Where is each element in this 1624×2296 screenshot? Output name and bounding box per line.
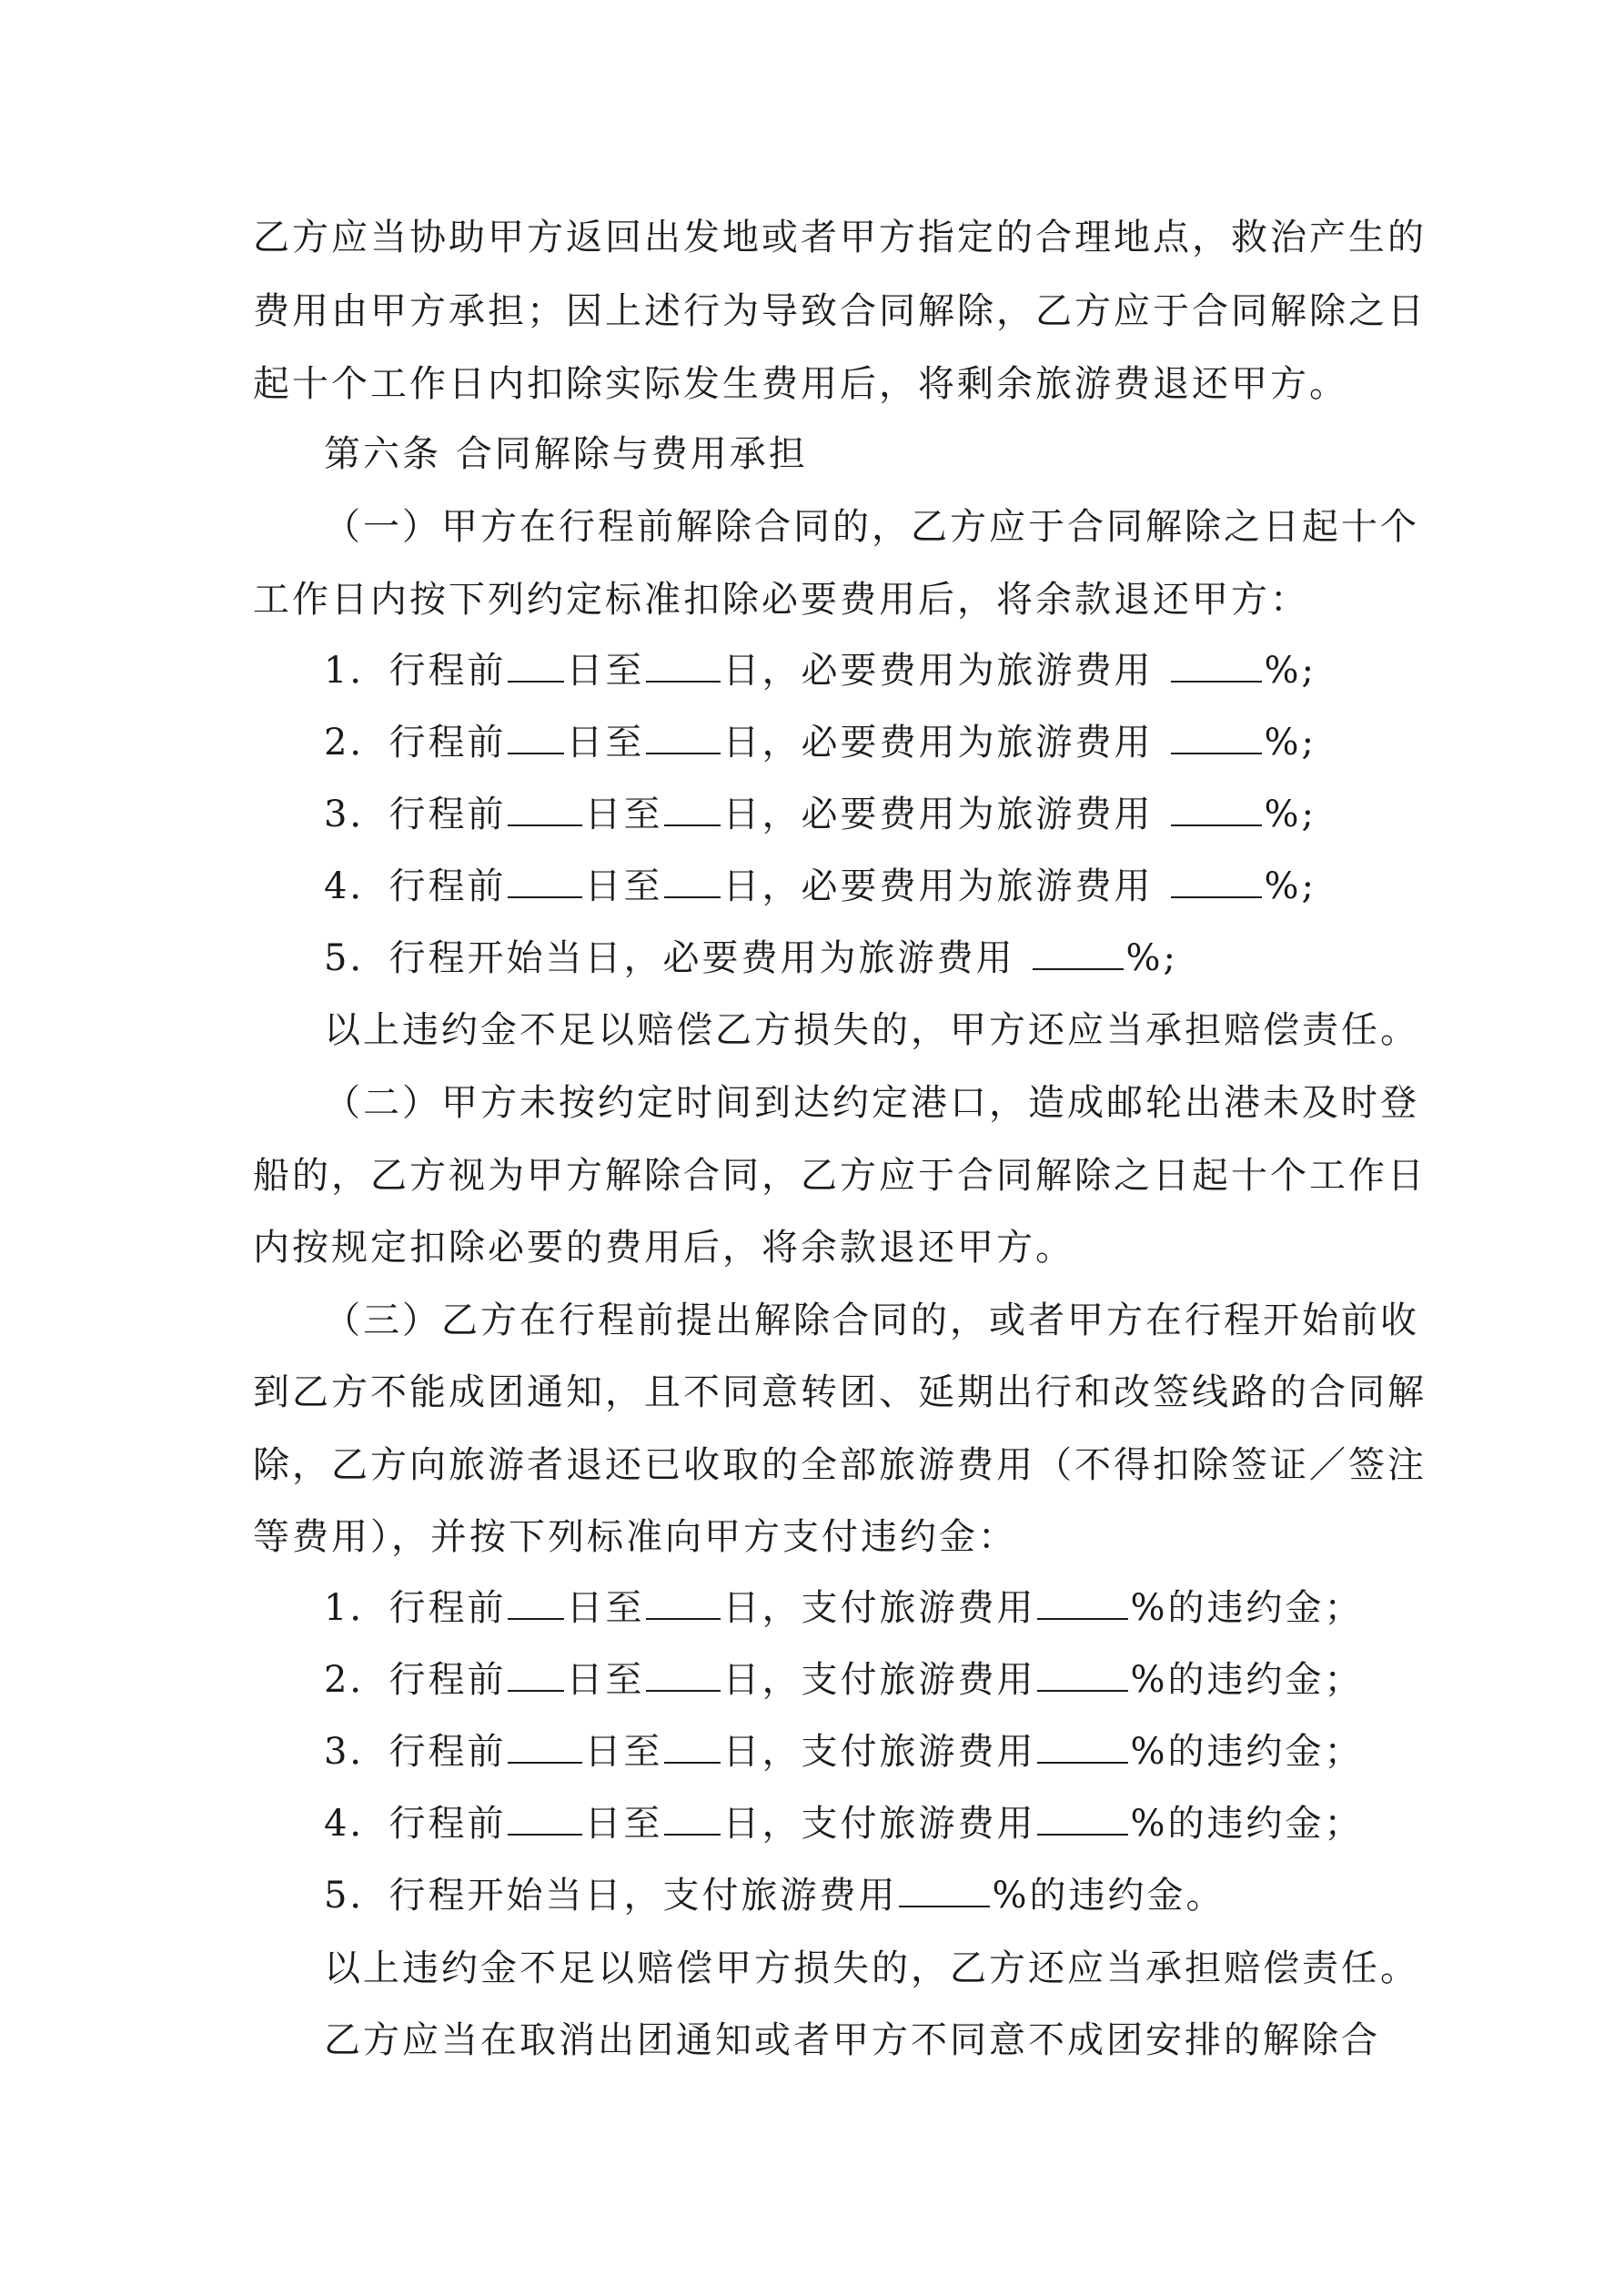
fill-in-blank[interactable] [1171, 650, 1262, 683]
list-item-text: 行程前 [388, 1659, 507, 1701]
list-item-number: 3． [324, 794, 389, 835]
fill-in-blank[interactable] [1037, 1731, 1128, 1764]
fill-in-blank[interactable] [1037, 1659, 1128, 1692]
paragraph-line: 起十个工作日内扣除实际发生费用后，将剩余旅游费退还甲方。 [253, 363, 1348, 405]
list-item [324, 1802, 1624, 1846]
list-item-number: 5． [324, 937, 389, 979]
paragraph-line: （三）乙方在行程前提出解除合同的，或者甲方在行程开始前收 [324, 1300, 1419, 1341]
list-item-text: 日至 [566, 722, 645, 764]
list-item-number: 2． [324, 722, 389, 764]
paragraph-line: 费用由甲方承担；因上述行为导致合同解除，乙方应于合同解除之日 [253, 290, 1427, 332]
fill-in-blank[interactable] [508, 722, 564, 754]
paragraph-line: 工作日内按下列约定标准扣除必要费用后，将余款退还甲方： [253, 579, 1309, 621]
list-item-text: 日至 [584, 1803, 663, 1845]
fill-in-blank[interactable] [646, 1659, 721, 1692]
list-item-text: 行程开始当日，必要费用为旅游费用 [388, 937, 1015, 979]
list-item-text: %的违约金； [1130, 1659, 1364, 1701]
list-item-number: 4． [324, 1803, 389, 1845]
fill-in-blank[interactable] [1171, 794, 1262, 826]
list-item-text: %; [1125, 937, 1178, 979]
paragraph-line: 乙方应当在取消出团通知或者甲方不同意不成团安排的解除合 [324, 2019, 1380, 2061]
paragraph-line: 到乙方不能成团通知，且不同意转团、延期出行和改签线路的合同解 [253, 1371, 1427, 1413]
list-item-text: 行程前 [388, 650, 507, 692]
list-item-text: %的违约金。 [992, 1875, 1226, 1917]
list-item [324, 1586, 1624, 1630]
list-item-text: 日，支付旅游费用 [722, 1587, 1036, 1629]
list-item-text: 日，必要费用为旅游费用 [722, 794, 1154, 835]
list-item [324, 1658, 1624, 1702]
fill-in-blank[interactable] [1171, 722, 1262, 754]
list-item-text: 行程前 [388, 722, 507, 764]
fill-in-blank[interactable] [508, 650, 564, 683]
list-item [324, 865, 1624, 908]
fill-in-blank[interactable] [899, 1875, 990, 1907]
fill-in-blank[interactable] [1037, 1803, 1128, 1836]
list-item-text: 行程前 [388, 1731, 507, 1773]
list-item-text: 日，必要费用为旅游费用 [722, 722, 1154, 764]
fill-in-blank[interactable] [664, 865, 721, 898]
list-item-text: 日至 [584, 1731, 663, 1773]
fill-in-blank[interactable] [1171, 865, 1262, 898]
list-item-text: 日，必要费用为旅游费用 [722, 865, 1154, 907]
list-item [324, 936, 1624, 980]
list-item-text: 日至 [566, 1659, 645, 1701]
list-item-text: %; [1264, 794, 1316, 835]
list-item-number: 1． [324, 650, 389, 692]
list-item-text: %; [1264, 865, 1316, 907]
list-item-text: 日，支付旅游费用 [722, 1659, 1036, 1701]
fill-in-blank[interactable] [508, 865, 582, 898]
paragraph-line: 以上违约金不足以赔偿乙方损失的，甲方还应当承担赔偿责任。 [324, 1009, 1419, 1051]
paragraph-line: （一）甲方在行程前解除合同的，乙方应于合同解除之日起十个 [324, 506, 1419, 548]
paragraph-line: （二）甲方未按约定时间到达约定港口，造成邮轮出港未及时登 [324, 1082, 1419, 1124]
list-item-number: 3． [324, 1731, 389, 1773]
fill-in-blank[interactable] [664, 794, 721, 826]
fill-in-blank[interactable] [664, 1803, 721, 1836]
list-item [324, 793, 1624, 836]
fill-in-blank[interactable] [1037, 1587, 1128, 1620]
fill-in-blank[interactable] [508, 1731, 582, 1764]
fill-in-blank[interactable] [664, 1731, 721, 1764]
list-item-text: %的违约金； [1130, 1587, 1364, 1629]
list-item-text: 行程前 [388, 865, 507, 907]
fill-in-blank[interactable] [1033, 937, 1124, 970]
list-item-number: 1． [324, 1587, 389, 1629]
list-item-text: 日至 [584, 865, 663, 907]
list-item [324, 649, 1624, 693]
fill-in-blank[interactable] [508, 794, 582, 826]
list-item-text: 日，支付旅游费用 [722, 1731, 1036, 1773]
list-item-number: 5． [324, 1875, 389, 1917]
list-item-text: %; [1264, 722, 1316, 764]
list-item-text: 日，必要费用为旅游费用 [722, 650, 1154, 692]
fill-in-blank[interactable] [508, 1587, 564, 1620]
section-heading: 第六条 合同解除与费用承担 [324, 433, 808, 475]
fill-in-blank[interactable] [646, 722, 721, 754]
list-item-number: 2． [324, 1659, 389, 1701]
list-item-text: 日至 [566, 650, 645, 692]
fill-in-blank[interactable] [646, 650, 721, 683]
list-item-text: 日至 [584, 794, 663, 835]
paragraph-line: 等费用），并按下列标准向甲方支付违约金： [253, 1516, 1017, 1558]
paragraph-line: 内按规定扣除必要的费用后，将余款退还甲方。 [253, 1227, 1074, 1269]
list-item-text: 行程前 [388, 794, 507, 835]
paragraph-line: 船的，乙方视为甲方解除合同，乙方应于合同解除之日起十个工作日 [253, 1155, 1427, 1197]
fill-in-blank[interactable] [646, 1587, 721, 1620]
list-item-text: 日至 [566, 1587, 645, 1629]
fill-in-blank[interactable] [508, 1803, 582, 1836]
list-item [324, 1874, 1624, 1917]
fill-in-blank[interactable] [508, 1659, 564, 1692]
paragraph-line: 以上违约金不足以赔偿甲方损失的，乙方还应当承担赔偿责任。 [324, 1947, 1419, 1989]
list-item-text: %的违约金； [1130, 1803, 1364, 1845]
list-item-text: %的违约金； [1130, 1731, 1364, 1773]
list-item-text: 日，支付旅游费用 [722, 1803, 1036, 1845]
list-item-number: 4． [324, 865, 389, 907]
list-item-text: %; [1264, 650, 1316, 692]
list-item [324, 721, 1624, 764]
list-item [324, 1730, 1624, 1774]
paragraph-line: 除，乙方向旅游者退还已收取的全部旅游费用（不得扣除签证／签注 [253, 1444, 1427, 1486]
list-item-text: 行程前 [388, 1803, 507, 1845]
list-item-text: 行程前 [388, 1587, 507, 1629]
list-item-text: 行程开始当日，支付旅游费用 [388, 1875, 898, 1917]
paragraph-line: 乙方应当协助甲方返回出发地或者甲方指定的合理地点，救治产生的 [253, 217, 1427, 258]
